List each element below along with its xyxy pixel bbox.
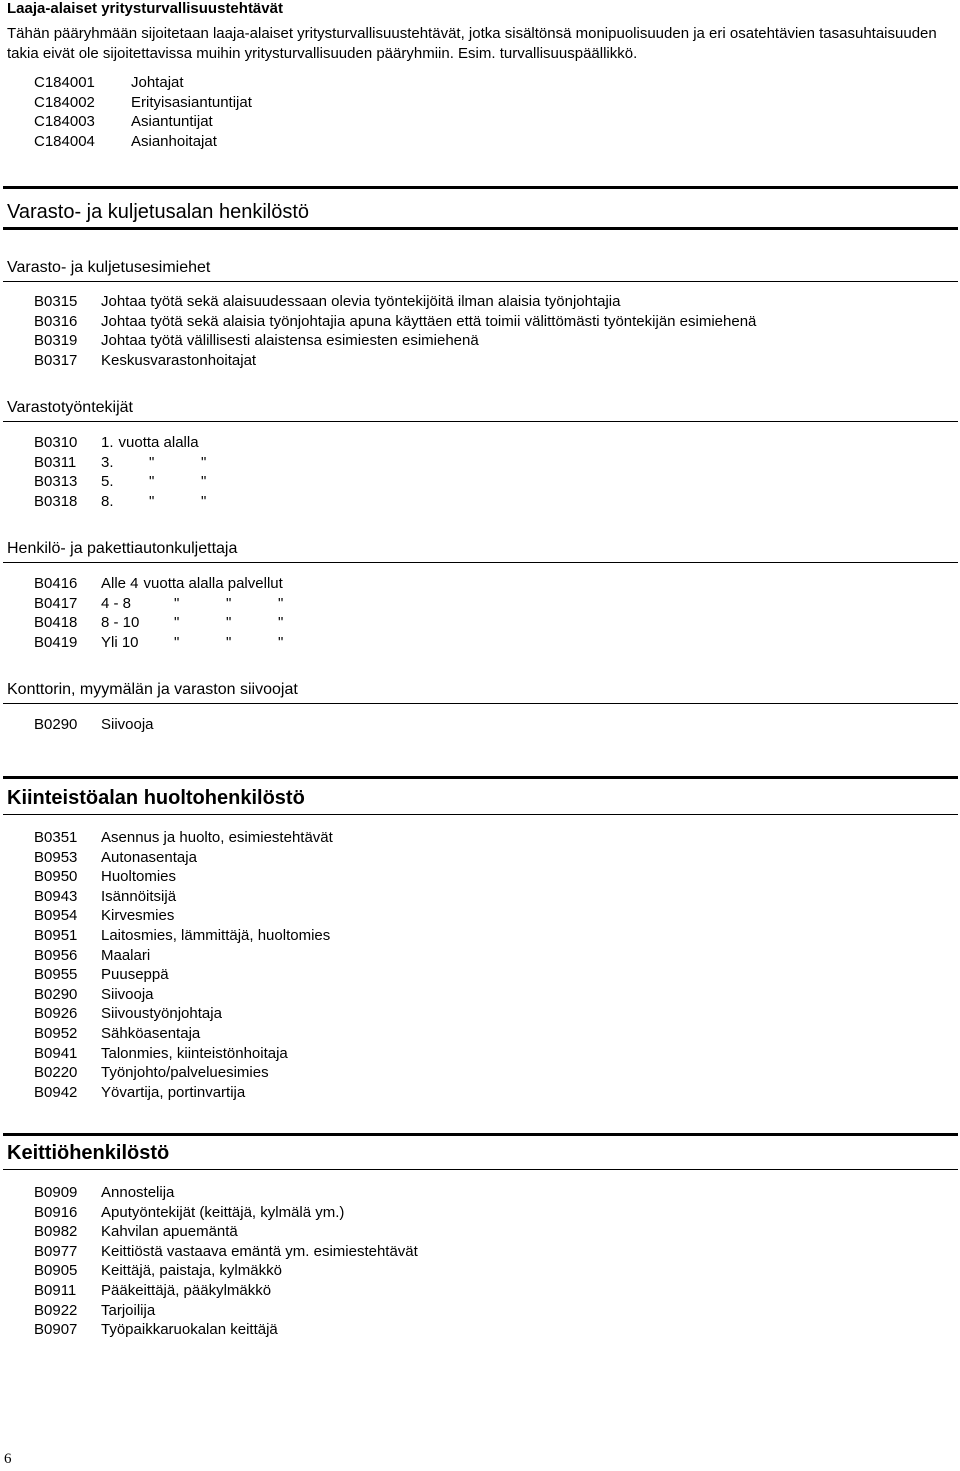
item-code: B0954 (34, 907, 78, 925)
item-code: B0955 (34, 966, 78, 984)
item-code: B0909 (34, 1184, 78, 1201)
list-item (34, 132, 252, 152)
item-code: B0317 (34, 351, 78, 369)
item-code: B0953 (34, 848, 78, 866)
list-item (34, 1044, 333, 1064)
item-description: Työnjohto/palveluesimies (101, 1064, 269, 1082)
item-years: 5. (101, 473, 114, 491)
item-description: vuotta alalla (118, 434, 199, 451)
list-item (34, 1281, 418, 1301)
item-description: Johtajat (131, 74, 184, 91)
item-code: B0942 (34, 1083, 78, 1101)
item-description: Annostelija (101, 1184, 175, 1201)
list-item (34, 848, 333, 868)
list-item (34, 433, 253, 453)
item-description: vuotta alalla palvellut (143, 575, 283, 592)
property-heading: Kiinteistöalan huoltohenkilöstö (7, 787, 305, 809)
item-description: Keittiöstä vastaava emäntä ym. esimiestehtävät (101, 1242, 418, 1260)
subsection-rule (3, 562, 958, 563)
item-description: Keittäjä, paistaja, kylmäkkö (101, 1262, 282, 1280)
item-code: C184001 (34, 74, 95, 91)
item-code: B0351 (34, 829, 78, 846)
item-code: B0916 (34, 1203, 78, 1221)
list-item (34, 1183, 418, 1203)
item-description: Huoltomies (101, 868, 177, 886)
ditto-mark: " (226, 594, 232, 612)
list-item (34, 312, 756, 332)
item-years: 8 - 10 (101, 614, 140, 632)
section-rule (3, 814, 958, 815)
item-description: Asianhoitajat (131, 132, 217, 150)
list-item (34, 292, 756, 312)
kitchen-list (34, 1183, 418, 1340)
item-code: B0310 (34, 434, 78, 451)
kitchen-heading: Keittiöhenkilöstö (7, 1142, 170, 1164)
item-description: Työpaikkaruokalan keittäjä (101, 1321, 278, 1339)
subsection-rule (3, 421, 958, 422)
item-code: B0220 (34, 1064, 78, 1082)
section-rule (3, 186, 958, 189)
workers-list (34, 433, 253, 511)
list-item (34, 112, 252, 132)
ditto-mark: " (201, 473, 207, 491)
list-item (34, 594, 330, 614)
item-description: Puuseppä (101, 966, 169, 984)
ditto-mark: " (149, 453, 155, 471)
list-item (34, 1301, 418, 1321)
item-description: Johtaa työtä välillisesti alaistensa esimiesten esimiehenä (101, 332, 479, 350)
item-code: B0952 (34, 1024, 78, 1042)
list-item (34, 331, 756, 351)
item-description: Kirvesmies (101, 907, 175, 925)
intro-list (34, 73, 252, 151)
item-description: Laitosmies, lämmittäjä, huoltomies (101, 926, 331, 944)
item-description: Asiantuntijat (131, 113, 213, 131)
item-code: B0318 (34, 492, 78, 510)
drivers-heading: Henkilö- ja pakettiautonkuljettaja (7, 540, 238, 557)
ditto-mark: " (278, 633, 284, 651)
list-item (34, 1024, 333, 1044)
item-code: B0319 (34, 332, 78, 350)
list-item (34, 828, 333, 848)
item-code: B0956 (34, 946, 78, 964)
item-years: 3. (101, 453, 114, 471)
ditto-mark: " (278, 614, 284, 632)
item-code: B0951 (34, 926, 78, 944)
item-description: Sähköasentaja (101, 1024, 201, 1042)
drivers-list (34, 574, 330, 652)
item-code: B0977 (34, 1242, 78, 1260)
cleaners-list (34, 715, 154, 735)
warehouse-heading: Varasto- ja kuljetusalan henkilöstö (7, 201, 310, 223)
item-years: 1. (101, 434, 114, 451)
ditto-mark: " (201, 492, 207, 510)
ditto-mark: " (226, 633, 232, 651)
property-list (34, 828, 333, 1102)
item-description: Siivooja (101, 716, 154, 733)
ditto-mark: " (278, 594, 284, 612)
item-code: B0313 (34, 473, 78, 491)
supervisors-list (34, 292, 756, 370)
item-code: B0417 (34, 594, 78, 612)
item-code: B0311 (34, 453, 77, 471)
list-item (34, 715, 154, 735)
ditto-mark: " (174, 633, 180, 651)
item-description: Johtaa työtä sekä alaisuudessaan olevia työntekijöitä ilman alaisia työnjohtajia (101, 293, 621, 310)
item-description: Talonmies, kiinteistönhoitaja (101, 1044, 288, 1062)
list-item (34, 1242, 418, 1262)
section-rule (3, 227, 958, 230)
ditto-mark: " (174, 594, 180, 612)
list-item (34, 1004, 333, 1024)
section-rule (3, 1133, 958, 1136)
item-code: C184002 (34, 93, 95, 111)
item-years: 4 - 8 (101, 594, 132, 612)
item-description: Siivoustyönjohtaja (101, 1005, 222, 1023)
ditto-mark: " (226, 614, 232, 632)
item-description: Pääkeittäjä, pääkylmäkkö (101, 1281, 272, 1299)
item-code: B0290 (34, 716, 78, 733)
list-item (34, 926, 333, 946)
item-code: B0911 (34, 1281, 77, 1299)
item-description: Isännöitsijä (101, 887, 177, 905)
item-code: B0290 (34, 985, 78, 1003)
item-code: B0416 (34, 575, 78, 592)
item-description: Siivooja (101, 985, 154, 1003)
item-description: Autonasentaja (101, 848, 197, 866)
list-item (34, 1222, 418, 1242)
section-rule (3, 1169, 958, 1170)
item-code: B0926 (34, 1005, 78, 1023)
item-description: Erityisasiantuntijat (131, 93, 252, 111)
list-item (34, 574, 330, 594)
ditto-mark: " (149, 492, 155, 510)
list-item (34, 1261, 418, 1281)
ditto-mark: " (174, 614, 180, 632)
item-code: B0922 (34, 1301, 78, 1319)
item-years: Alle 4 (101, 575, 139, 592)
list-item (34, 633, 330, 653)
item-code: B0905 (34, 1262, 78, 1280)
item-description: Tarjoilija (101, 1301, 156, 1319)
intro-text: Tähän pääryhmään sijoitetaan laaja-alaiset yritysturvallisuustehtävät, jotka sisältönsä monipuolisuuden ja eri osatehtävien tasasuhtaisuuden takia eivät ole sijoitettavissa muihin yritysturvallisuuden pääryhmiin. Esim. turvallisuuspäällikkö. (7, 25, 937, 62)
item-code: B0950 (34, 868, 78, 886)
page-number: 6 (4, 1451, 12, 1467)
ditto-mark: " (201, 453, 207, 471)
subsection-rule (3, 281, 958, 282)
item-code: B0419 (34, 633, 78, 651)
item-description: Asennus ja huolto, esimiestehtävät (101, 829, 333, 846)
intro-title: Laaja-alaiset yritysturvallisuustehtävät (7, 0, 283, 17)
list-item (34, 906, 333, 926)
item-years: 8. (101, 492, 114, 510)
supervisors-heading: Varasto- ja kuljetusesimiehet (7, 259, 211, 276)
item-description: Maalari (101, 946, 151, 964)
list-item (34, 93, 252, 113)
list-item (34, 887, 333, 907)
list-item (34, 613, 330, 633)
list-item (34, 946, 333, 966)
list-item (34, 1063, 333, 1083)
item-code: B0941 (34, 1044, 78, 1062)
list-item (34, 985, 333, 1005)
item-code: B0907 (34, 1321, 78, 1339)
list-item (34, 351, 756, 371)
item-description: Kahvilan apuemäntä (101, 1223, 238, 1241)
list-item (34, 492, 253, 512)
item-code: C184004 (34, 132, 95, 150)
item-code: B0982 (34, 1223, 78, 1241)
cleaners-heading: Konttorin, myymälän ja varaston siivoojat (7, 681, 298, 698)
list-item (34, 472, 253, 492)
list-item (34, 73, 252, 93)
item-years: Yli 10 (101, 633, 139, 651)
item-code: B0418 (34, 614, 78, 632)
subsection-rule (3, 703, 958, 704)
item-description: Johtaa työtä sekä alaisia työnjohtajia apuna käyttäen että toimii välittömästi työntekijän esimiehenä (101, 312, 757, 330)
section-rule (3, 776, 958, 779)
item-description: Aputyöntekijät (keittäjä, kylmälä ym.) (101, 1203, 345, 1221)
list-item (34, 1320, 418, 1340)
list-item (34, 453, 253, 473)
item-code: B0943 (34, 887, 78, 905)
workers-heading: Varastotyöntekijät (7, 399, 133, 416)
item-code: C184003 (34, 113, 95, 131)
list-item (34, 867, 333, 887)
list-item (34, 965, 333, 985)
item-description: Yövartija, portinvartija (101, 1083, 246, 1101)
list-item (34, 1083, 333, 1103)
list-item (34, 1203, 418, 1223)
item-code: B0315 (34, 293, 78, 310)
ditto-mark: " (149, 473, 155, 491)
item-code: B0316 (34, 312, 78, 330)
item-description: Keskusvarastonhoitajat (101, 351, 257, 369)
